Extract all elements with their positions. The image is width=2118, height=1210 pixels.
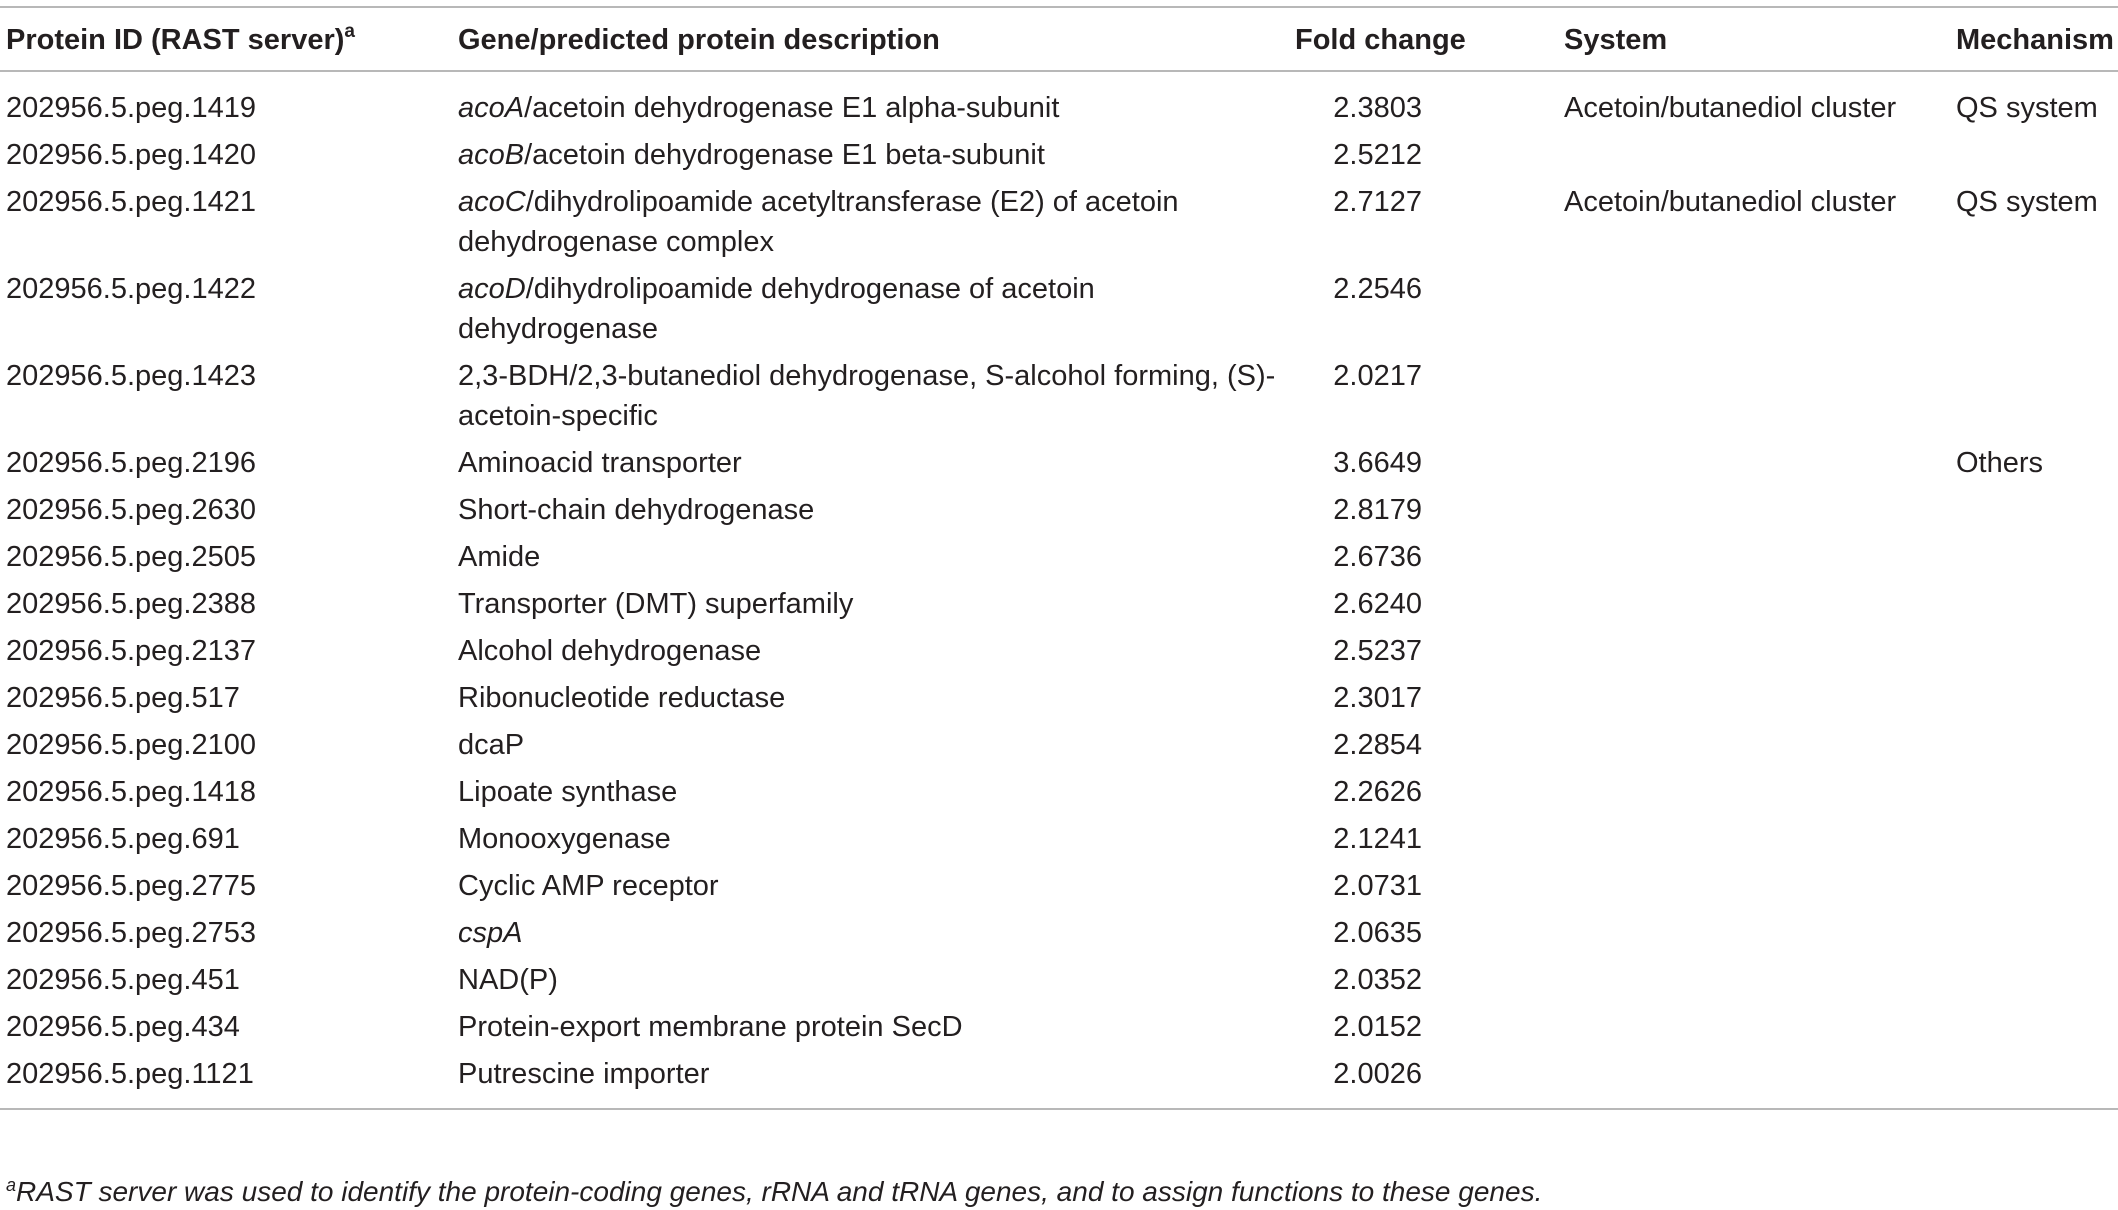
cell-mechanism: Others — [1956, 447, 2044, 479]
cell-mechanism — [1950, 909, 2118, 956]
cell-system — [1558, 352, 1950, 439]
footnote-marker: a — [344, 21, 355, 42]
header-mechanism: Mechanism — [1950, 7, 2118, 71]
gene-name: acoA — [458, 92, 525, 124]
table-row — [0, 265, 2118, 352]
cell-system — [1558, 486, 1950, 533]
cell-protein-id: 202956.5.peg.2196 — [6, 447, 256, 479]
cell-description — [452, 580, 1295, 627]
table-row — [0, 71, 2118, 131]
table-row — [0, 956, 2118, 1003]
cell-protein-id: 202956.5.peg.2630 — [6, 494, 256, 526]
cell-system — [1558, 580, 1950, 627]
cell-protein-id: 202956.5.peg.517 — [6, 682, 240, 714]
description-text: dcaP — [458, 729, 525, 761]
cell-fold-change: 2.6736 — [1333, 541, 1422, 573]
description-text: /dihydrolipoamide dehydrogenase of acetoin dehydrogenase — [458, 273, 1095, 345]
footnote-text: RAST server was used to identify the protein-coding genes, rRNA and tRNA genes, and to assign functions to these genes. — [16, 1176, 1543, 1207]
cell-mechanism — [1950, 352, 2118, 439]
cell-fold-change: 2.2626 — [1333, 776, 1422, 808]
header-fold-change: Fold change — [1295, 7, 1558, 71]
cell-protein-id: 202956.5.peg.1121 — [0, 1050, 452, 1109]
cell-description — [452, 486, 1295, 533]
table-row — [0, 131, 2118, 178]
cell-description — [452, 71, 1295, 131]
description-text: /dihydrolipoamide acetyltransferase (E2) of acetoin dehydrogenase complex — [458, 186, 1179, 258]
cell-mechanism: QS system — [1956, 186, 2098, 218]
cell-fold-change: 2.7127 — [1333, 186, 1422, 218]
table-row — [0, 178, 2118, 265]
cell-mechanism — [1950, 131, 2118, 178]
cell-fold-change: 2.5237 — [1333, 635, 1422, 667]
cell-protein-id: 202956.5.peg.1422 — [6, 273, 256, 305]
cell-system — [1558, 862, 1950, 909]
cell-fold-change: 2.8179 — [1333, 494, 1422, 526]
cell-mechanism — [1950, 1050, 2118, 1109]
table-row — [0, 533, 2118, 580]
cell-description — [452, 862, 1295, 909]
cell-description — [452, 674, 1295, 721]
table-row — [0, 768, 2118, 815]
document — [0, 6, 2118, 1207]
cell-system — [1558, 674, 1950, 721]
cell-fold-change: 2.0352 — [1333, 964, 1422, 996]
description-text: Putrescine importer — [458, 1058, 710, 1090]
cell-system — [1558, 533, 1950, 580]
cell-description — [452, 909, 1295, 956]
cell-description — [452, 533, 1295, 580]
cell-protein-id: 202956.5.peg.434 — [6, 1011, 240, 1043]
table-row — [0, 721, 2118, 768]
cell-system — [1558, 909, 1950, 956]
cell-protein-id: 202956.5.peg.1418 — [6, 776, 256, 808]
cell-system — [1558, 265, 1950, 352]
cell-system — [1558, 1003, 1950, 1050]
cell-description — [452, 1050, 1295, 1109]
cell-fold-change: 2.3017 — [1333, 682, 1422, 714]
table-row — [0, 1003, 2118, 1050]
header-description: Gene/predicted protein description — [452, 7, 1295, 71]
cell-mechanism — [1950, 265, 2118, 352]
cell-system — [1558, 131, 1950, 178]
table-header-row — [0, 7, 2118, 71]
table-row — [0, 862, 2118, 909]
cell-mechanism — [1950, 721, 2118, 768]
cell-fold-change: 2.0026 — [1295, 1050, 1558, 1109]
cell-fold-change: 2.0635 — [1333, 917, 1422, 949]
description-text: Transporter (DMT) superfamily — [458, 588, 854, 620]
cell-protein-id: 202956.5.peg.1419 — [6, 92, 256, 124]
cell-description — [452, 721, 1295, 768]
cell-system: Acetoin/butanediol cluster — [1564, 92, 1897, 124]
table-row — [0, 1050, 2118, 1109]
cell-description — [452, 956, 1295, 1003]
description-text: Ribonucleotide reductase — [458, 682, 786, 714]
cell-protein-id: 202956.5.peg.2505 — [6, 541, 256, 573]
cell-protein-id: 202956.5.peg.1420 — [6, 139, 256, 171]
cell-mechanism — [1950, 1003, 2118, 1050]
table-body — [0, 71, 2118, 1109]
cell-system — [1558, 627, 1950, 674]
cell-system — [1558, 721, 1950, 768]
cell-mechanism — [1950, 956, 2118, 1003]
cell-system: Acetoin/butanediol cluster — [1564, 186, 1897, 218]
description-text: Alcohol dehydrogenase — [458, 635, 762, 667]
cell-description — [452, 768, 1295, 815]
table-row — [0, 580, 2118, 627]
footnote-marker: a — [6, 1175, 17, 1195]
cell-description — [452, 178, 1295, 265]
cell-mechanism — [1950, 580, 2118, 627]
description-text: Amide — [458, 541, 541, 573]
cell-system — [1558, 815, 1950, 862]
cell-description — [452, 352, 1295, 439]
gene-name: cspA — [458, 917, 523, 949]
gene-name: acoC — [458, 186, 526, 218]
cell-fold-change: 2.3803 — [1333, 92, 1422, 124]
cell-description — [452, 1003, 1295, 1050]
table-row — [0, 815, 2118, 862]
cell-mechanism — [1950, 627, 2118, 674]
table-row — [0, 674, 2118, 721]
cell-mechanism — [1950, 533, 2118, 580]
table-row — [0, 486, 2118, 533]
description-text: NAD(P) — [458, 964, 558, 996]
cell-mechanism — [1950, 815, 2118, 862]
protein-table — [0, 6, 2118, 1110]
table-row — [0, 352, 2118, 439]
cell-description — [452, 627, 1295, 674]
cell-description — [452, 265, 1295, 352]
cell-description — [452, 815, 1295, 862]
cell-mechanism — [1950, 862, 2118, 909]
description-text: Monooxygenase — [458, 823, 671, 855]
description-text: 2,3-BDH/2,3-butanediol dehydrogenase, S-alcohol forming, (S)-acetoin-specific — [458, 360, 1276, 432]
description-text: /acetoin dehydrogenase E1 beta-subunit — [524, 139, 1045, 171]
table-row — [0, 909, 2118, 956]
header-protein-id: Protein ID (RAST server)$^a$ — [0, 7, 452, 71]
cell-protein-id: 202956.5.peg.451 — [6, 964, 240, 996]
header-system: System — [1558, 7, 1950, 71]
description-text: Short-chain dehydrogenase — [458, 494, 815, 526]
gene-name: acoD — [458, 273, 526, 305]
cell-fold-change: 2.0152 — [1333, 1011, 1422, 1043]
cell-system — [1558, 1050, 1950, 1109]
cell-mechanism — [1950, 768, 2118, 815]
cell-protein-id: 202956.5.peg.2388 — [6, 588, 256, 620]
cell-fold-change: 2.0731 — [1333, 870, 1422, 902]
cell-system — [1558, 439, 1950, 486]
cell-protein-id: 202956.5.peg.2775 — [6, 870, 256, 902]
cell-fold-change: 2.6240 — [1333, 588, 1422, 620]
cell-protein-id: 202956.5.peg.691 — [6, 823, 240, 855]
description-text: Protein-export membrane protein SecD — [458, 1011, 963, 1043]
cell-protein-id: 202956.5.peg.2100 — [6, 729, 256, 761]
table-footnote — [6, 1174, 1542, 1210]
cell-fold-change: 2.2854 — [1333, 729, 1422, 761]
cell-protein-id: 202956.5.peg.1421 — [6, 186, 256, 218]
description-text: Aminoacid transporter — [458, 447, 742, 479]
cell-mechanism: QS system — [1956, 92, 2098, 124]
description-text: /acetoin dehydrogenase E1 alpha-subunit — [524, 92, 1060, 124]
cell-fold-change: 3.6649 — [1333, 447, 1422, 479]
cell-fold-change: 2.0217 — [1333, 360, 1422, 392]
description-text: Lipoate synthase — [458, 776, 678, 808]
cell-protein-id: 202956.5.peg.1423 — [6, 360, 256, 392]
cell-mechanism — [1950, 674, 2118, 721]
description-text: Cyclic AMP receptor — [458, 870, 719, 902]
cell-protein-id: 202956.5.peg.2137 — [6, 635, 256, 667]
cell-fold-change: 2.2546 — [1333, 273, 1422, 305]
cell-fold-change: 2.5212 — [1333, 139, 1422, 171]
cell-system — [1558, 956, 1950, 1003]
cell-system — [1558, 768, 1950, 815]
cell-fold-change: 2.1241 — [1333, 823, 1422, 855]
table-row — [0, 439, 2118, 486]
cell-description — [452, 131, 1295, 178]
table-row — [0, 627, 2118, 674]
cell-protein-id: 202956.5.peg.2753 — [6, 917, 256, 949]
cell-mechanism — [1950, 486, 2118, 533]
gene-name: acoB — [458, 139, 525, 171]
cell-description — [452, 439, 1295, 486]
